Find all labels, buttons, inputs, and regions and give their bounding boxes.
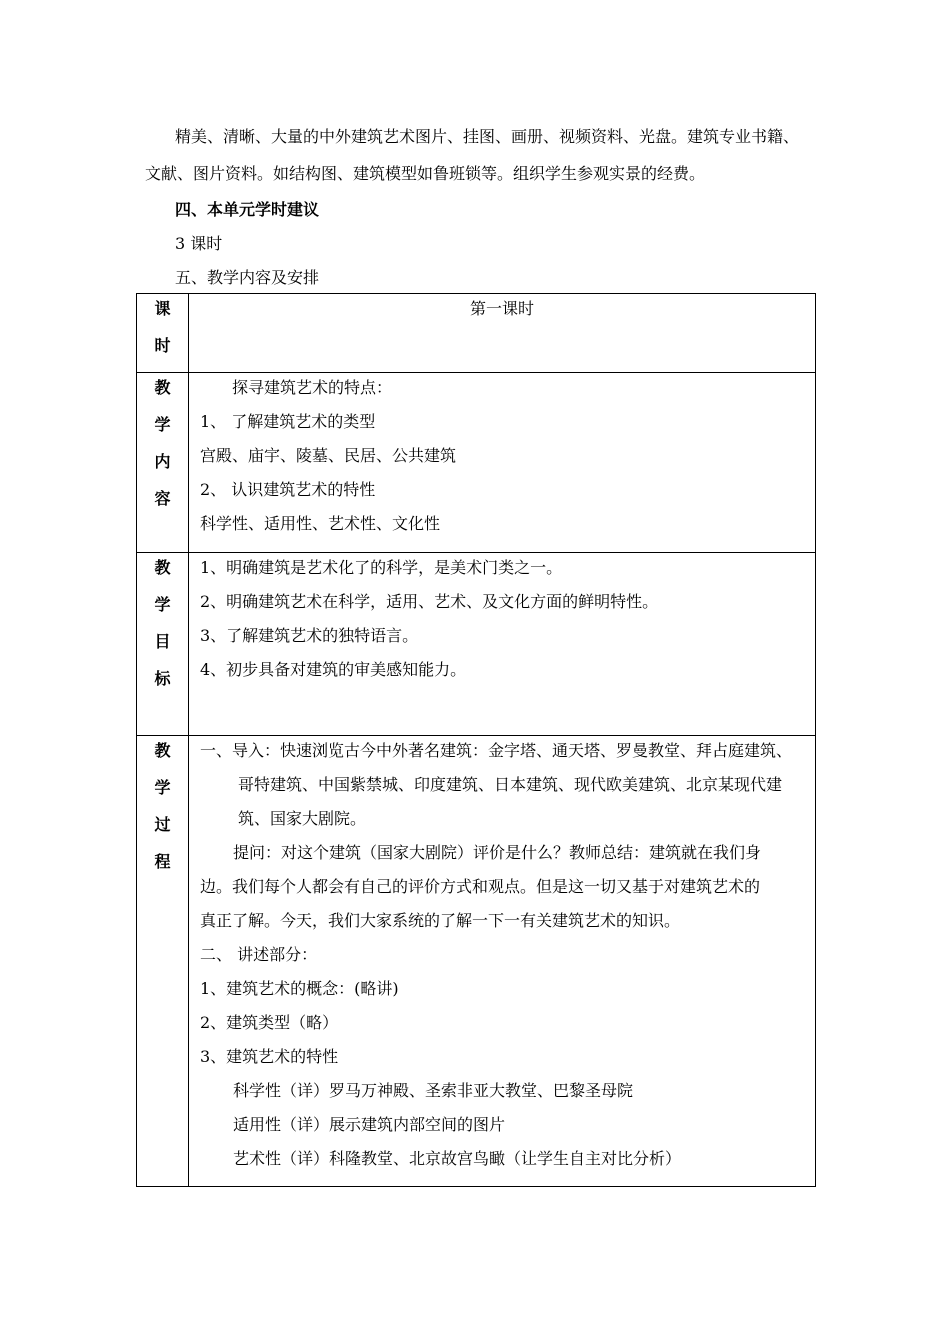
content-line: 2、 认识建筑艺术的特性 — [200, 480, 376, 499]
lecture-subitem: 适用性（详）展示建筑内部空间的图片 — [233, 1115, 506, 1134]
period-value: 第一课时 — [469, 299, 534, 318]
process-question-line: 真正了解。今天，我们大家系统的了解一下一有关建筑艺术的知识。 — [200, 911, 681, 930]
process-question-line: 边。我们每个人都会有自己的评价方式和观点。但是这一切又基于对建筑艺术的 — [200, 877, 761, 896]
content-cell — [189, 373, 816, 553]
label-char: 教 — [154, 378, 171, 397]
label-char: 学 — [154, 595, 171, 614]
label-char: 过 — [154, 815, 171, 834]
label-char: 程 — [154, 852, 171, 871]
process-intro-line: 筑、国家大剧院。 — [238, 809, 367, 828]
content-line: 1、 了解建筑艺术的类型 — [200, 412, 376, 431]
label-char: 内 — [154, 452, 171, 471]
label-char: 学 — [154, 415, 171, 434]
lecture-subitem: 艺术性（详）科隆教堂、北京故宫鸟瞰（让学生自主对比分析） — [233, 1149, 682, 1168]
goals-cell — [189, 553, 816, 736]
process-intro-line: 哥特建筑、中国紫禁城、印度建筑、日本建筑、现代欧美建筑、北京某现代建 — [238, 775, 783, 794]
goal-line: 1、明确建筑是艺术化了的科学，是美术门类之一。 — [200, 558, 563, 577]
intro-line-2: 文献、图片资料。如结构图、建筑模型如鲁班锁等。组织学生参观实景的经费。 — [145, 164, 706, 183]
section5-heading: 五、教学内容及安排 — [175, 268, 320, 287]
row-content — [137, 373, 816, 553]
lecture-item: 1、建筑艺术的概念：(略讲) — [200, 979, 399, 998]
process-cell — [189, 736, 816, 1187]
section4-heading: 四、本单元学时建议 — [175, 200, 320, 219]
label-content — [137, 373, 189, 553]
label-goals — [137, 553, 189, 736]
label-char: 教 — [154, 558, 171, 577]
label-period — [137, 294, 189, 373]
period-value-cell — [189, 294, 816, 373]
label-char: 时 — [154, 336, 171, 355]
row-period — [137, 294, 816, 373]
lecture-item: 3、建筑艺术的特性 — [200, 1047, 339, 1066]
goal-line: 4、初步具备对建筑的审美感知能力。 — [200, 660, 467, 679]
label-char: 容 — [154, 489, 171, 508]
label-char: 目 — [154, 632, 171, 651]
row-goals — [137, 553, 816, 736]
label-char: 学 — [154, 778, 171, 797]
row-process — [137, 736, 816, 1187]
lecture-item: 2、建筑类型（略） — [200, 1013, 339, 1032]
process-intro-line: 一、导入：快速浏览古今中外著名建筑：金字塔、通天塔、罗曼教堂、拜占庭建筑、 — [200, 741, 793, 760]
goal-line: 2、明确建筑艺术在科学，适用、艺术、及文化方面的鲜明特性。 — [200, 592, 659, 611]
label-char: 课 — [154, 299, 171, 318]
lecture-heading: 二、 讲述部分： — [200, 945, 318, 964]
content-line: 科学性、适用性、艺术性、文化性 — [200, 514, 441, 533]
label-process — [137, 736, 189, 1187]
lecture-subitem: 科学性（详）罗马万神殿、圣索非亚大教堂、巴黎圣母院 — [233, 1081, 634, 1100]
content-line: 探寻建筑艺术的特点： — [232, 378, 393, 397]
label-char: 教 — [154, 741, 171, 760]
hours-text: 3 课时 — [175, 234, 223, 253]
goal-line: 3、了解建筑艺术的独特语言。 — [200, 626, 419, 645]
process-question-line: 提问：对这个建筑（国家大剧院）评价是什么？教师总结：建筑就在我们身 — [233, 843, 762, 862]
intro-line-1: 精美、清晰、大量的中外建筑艺术图片、挂图、画册、视频资料、光盘。建筑专业书籍、 — [175, 127, 800, 146]
label-char: 标 — [154, 669, 171, 688]
teaching-plan-table — [136, 293, 816, 1187]
content-line: 宫殿、庙宇、陵墓、民居、公共建筑 — [200, 446, 457, 465]
